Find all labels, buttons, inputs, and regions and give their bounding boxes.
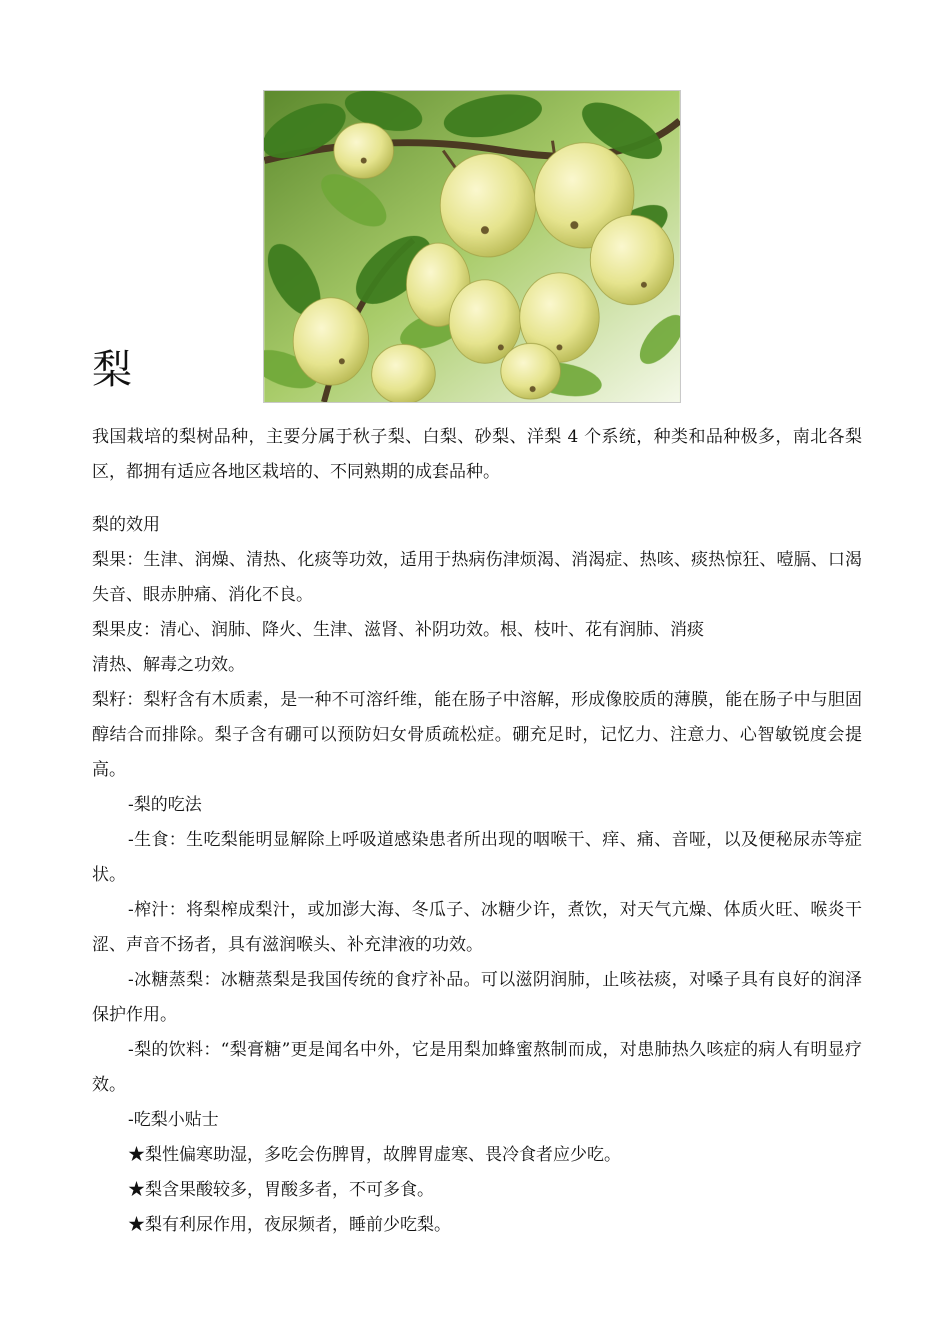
eating-juice: -榨汁：将梨榨成梨汁，或加澎大海、冬瓜子、冰糖少许，煮饮，对天气亢燥、体质火旺、喉炎干涩、声音不扬者，具有滋润喉头、补充津液的功效。 xyxy=(92,900,862,955)
eating-raw: -生食：生吃梨能明显解除上呼吸道感染患者所出现的咽喉干、痒、痛、音哑，以及便秘尿赤等症状。 xyxy=(92,830,862,885)
effect-seed: 梨籽：梨籽含有木质素，是一种不可溶纤维，能在肠子中溶解，形成像胶质的薄膜，能在肠子中与胆固醇结合而排除。梨子含有硼可以预防妇女骨质疏松症。硼充足时，记忆力、注意力、心智敏锐度会提高。 xyxy=(92,690,862,780)
article-body xyxy=(92,420,862,1243)
pear-tree-illustration xyxy=(264,91,680,402)
pear-photo xyxy=(263,90,681,403)
effects-heading: 梨的效用 xyxy=(92,515,160,535)
tip-item: ★梨有利尿作用，夜尿频者，睡前少吃梨。 xyxy=(128,1215,451,1235)
effect-fruit: 梨果：生津、润燥、清热、化痰等功效，适用于热病伤津烦渴、消渴症、热咳、痰热惊狂、噎膈、口渴失音、眼赤肿痛、消化不良。 xyxy=(92,550,862,605)
eating-heading: -梨的吃法 xyxy=(128,795,202,815)
intro-paragraph: 我国栽培的梨树品种，主要分属于秋子梨、白梨、砂梨、洋梨 4 个系统，种类和品种极多，南北各梨区，都拥有适应各地区栽培的、不同熟期的成套品种。 xyxy=(92,427,862,482)
eating-steamed: -冰糖蒸梨：冰糖蒸梨是我国传统的食疗补品。可以滋阴润肺，止咳祛痰，对嗓子具有良好的润泽保护作用。 xyxy=(92,970,862,1025)
page-title: 梨 xyxy=(92,347,132,393)
tip-item: ★梨含果酸较多，胃酸多者，不可多食。 xyxy=(128,1180,434,1200)
effect-peel-continued: 清热、解毒之功效。 xyxy=(92,655,245,675)
effect-peel: 梨果皮：清心、润肺、降火、生津、滋肾、补阴功效。根、枝叶、花有润肺、消痰 xyxy=(92,620,704,640)
tip-item: ★梨性偏寒助湿，多吃会伤脾胃，故脾胃虚寒、畏冷食者应少吃。 xyxy=(128,1145,621,1165)
eating-drink: -梨的饮料：“梨膏糖”更是闻名中外，它是用梨加蜂蜜熬制而成，对患肺热久咳症的病人有明显疗效。 xyxy=(92,1040,862,1095)
tips-heading: -吃梨小贴士 xyxy=(128,1110,219,1130)
